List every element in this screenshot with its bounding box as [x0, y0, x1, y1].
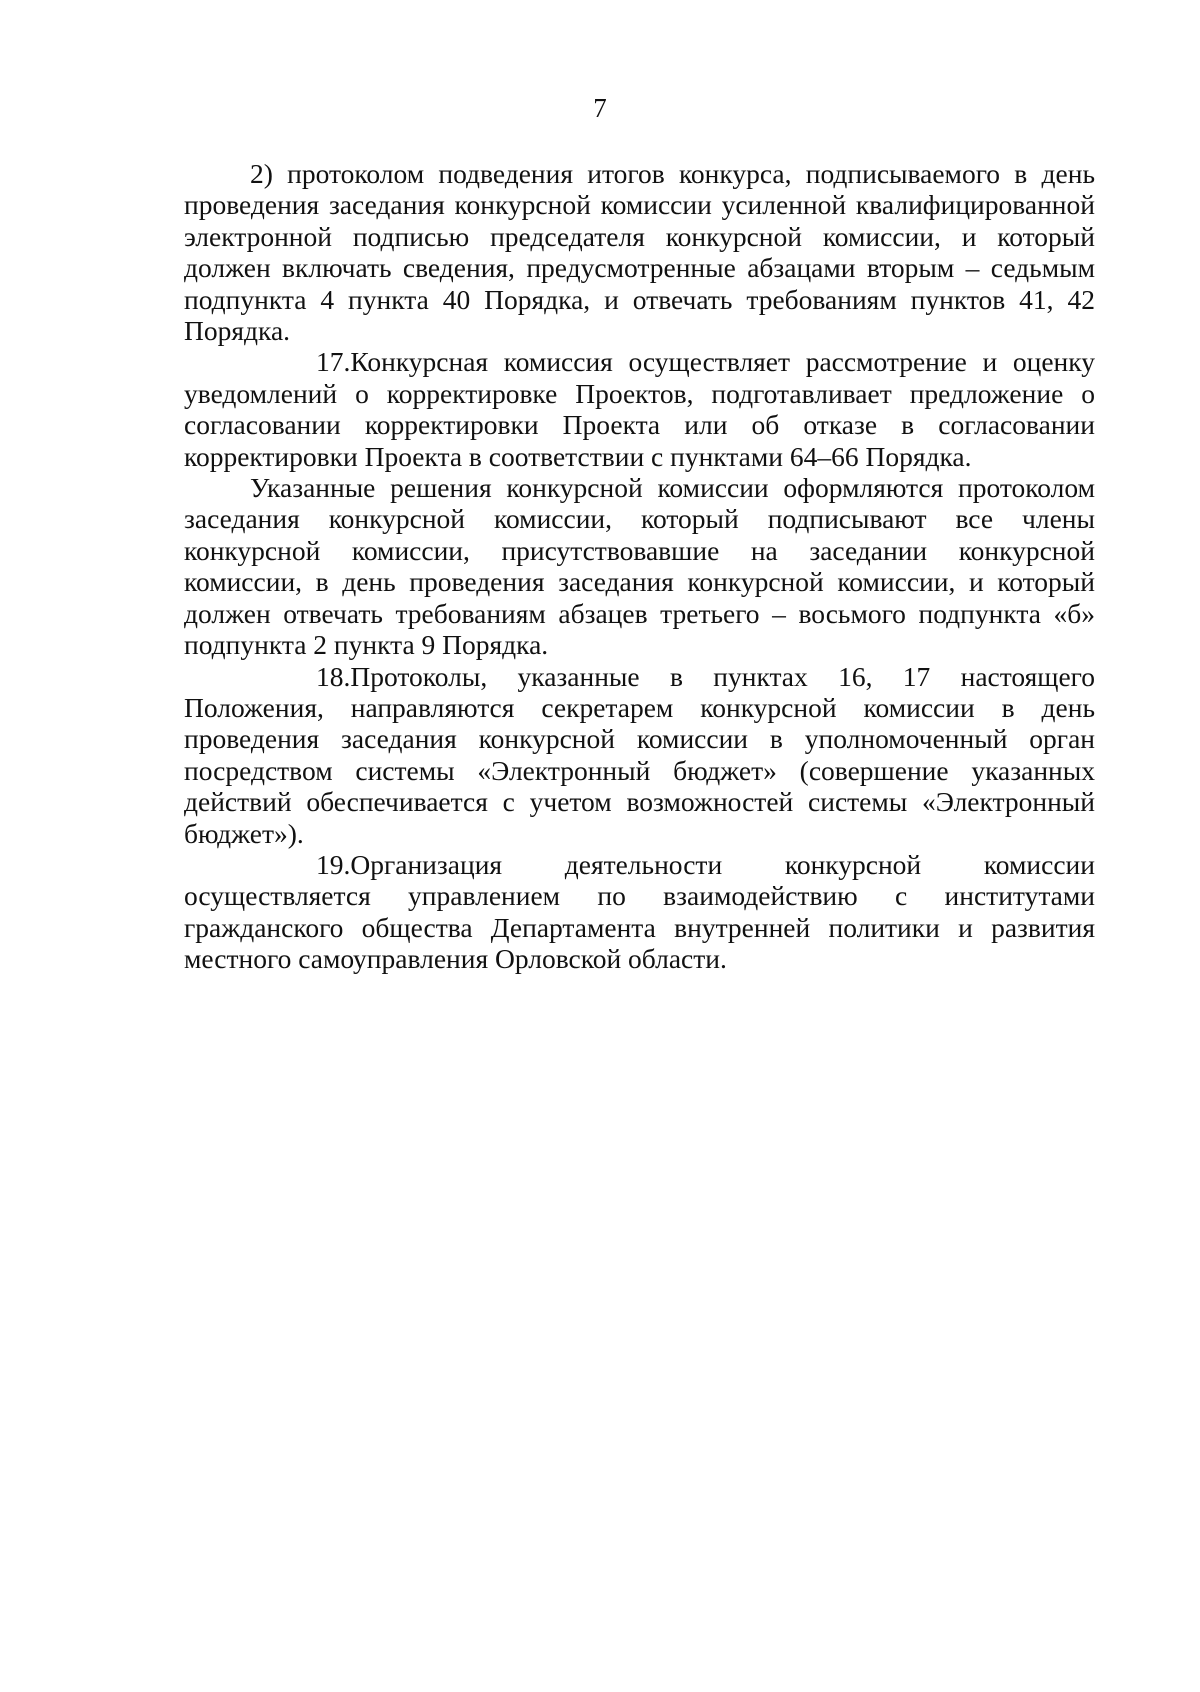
paragraph-text: Указанные решения конкурсной комиссии оформляются протоколом заседания конкурсной комиссии, который подписывают все члены конкурсной комиссии, присутствовавшие на заседании конкурсной комиссии, в день проведения заседания конкурсной комиссии, и который должен отвечать требованиям абзацев третьего – восьмого подпункта «б» подпункта 2 пункта 9 Порядка. [184, 472, 1095, 661]
paragraph-number: 17. [316, 346, 351, 378]
paragraph-text: Протоколы, указанные в пунктах 16, 17 настоящего Положения, направляются секретарем конкурсной комиссии в день проведения заседания конкурсной комиссии в уполномоченный орган посредством системы «Электронный бюджет» (совершение указанных действий обеспечивается с учетом возможностей системы «Электронный бюджет»). [184, 660, 1095, 849]
page-number: 7 [593, 93, 607, 123]
paragraph-text: Организация деятельности конкурсной комиссии осуществляется управлением по взаимодействию с институтами гражданского общества Департамента внутренней политики и развития местного самоуправления Орловской области. [184, 848, 1095, 975]
paragraph-number: 19. [316, 848, 351, 880]
paragraph-text: Конкурсная комиссия осуществляет рассмотрение и оценку уведомлений о корректировке Проектов, подготавливает предложение о согласовании корректировки Проекта или об отказе в согласовании корректировки Проекта в соответствии с пунктами 64–66 Порядка. [184, 346, 1095, 472]
paragraph-number: 18. [316, 660, 351, 692]
paragraph-item-17 [184, 346, 1095, 472]
paragraph-subitem-2 [184, 158, 1095, 346]
paragraph-item-19 [184, 849, 1095, 975]
paragraph-decisions [184, 472, 1095, 660]
document-body [184, 158, 1095, 975]
paragraph-item-18 [184, 661, 1095, 849]
paragraph-text: 2) протоколом подведения итогов конкурса, подписываемого в день проведения заседания конкурсной комиссии усиленной квалифицированной электронной подписью председателя конкурсной комиссии, и который должен включать сведения, предусмотренные абзацами вторым – седьмым подпункта 4 пункта 40 Порядка, и отвечать требованиям пунктов 41, 42 Порядка. [184, 158, 1095, 347]
